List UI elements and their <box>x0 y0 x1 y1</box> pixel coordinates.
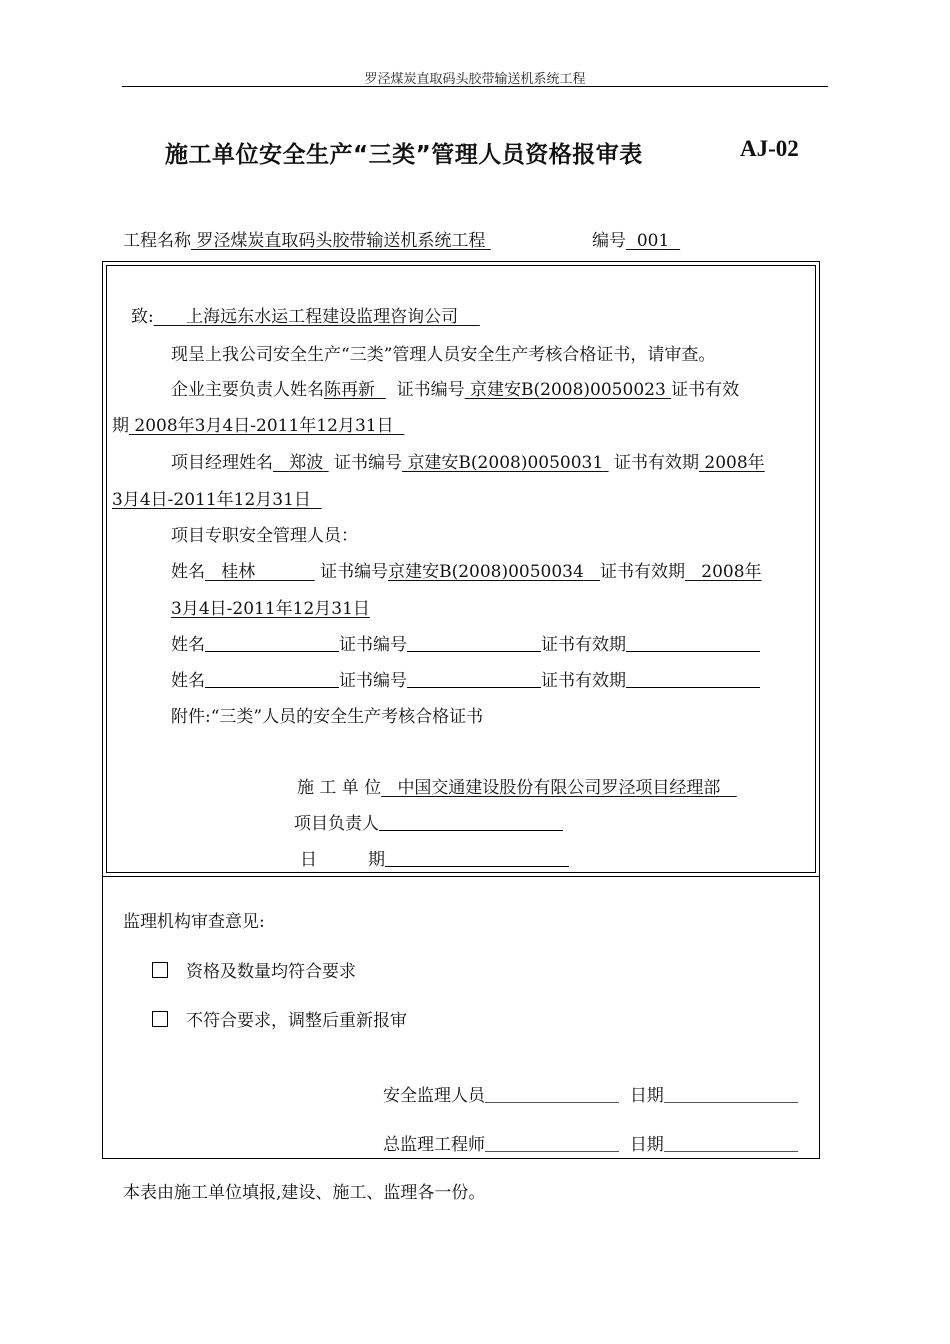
manager-valid-label: 证书有效期 <box>613 453 699 473</box>
manager-name: 郑波 <box>289 453 324 473</box>
principal-name: 陈再新 <box>324 380 375 400</box>
chief-engineer-label: 总监理工程师 <box>383 1135 485 1155</box>
blank-cert-field[interactable] <box>407 671 541 688</box>
attachment-note: 附件:“三类”人员的安全生产考核合格证书 <box>171 707 484 727</box>
staff-valid-b: 3月4日-2011年12月31日 <box>171 599 370 619</box>
unit-label: 施 工 单 位 <box>297 778 382 798</box>
checkbox-not-qualified[interactable] <box>152 1011 168 1027</box>
manager-cert-label: 证书编号 <box>334 453 403 473</box>
unit-value: 中国交通建设股份有限公司罗泾项目经理部 <box>397 778 721 798</box>
principal-valid: 2008年3月4日-2011年12月31日 <box>134 416 394 436</box>
manager-cert: 京建安B(2008)0050031 <box>407 453 604 473</box>
staff-valid-label: 证书有效期 <box>600 562 686 582</box>
principal-valid-row: 期 2008年3月4日-2011年12月31日 <box>112 411 404 436</box>
safety-supervisor-row <box>383 1081 798 1106</box>
staff-name: 桂林 <box>221 562 256 582</box>
manager-row <box>171 448 765 473</box>
staff-cert: 京建安B(2008)0050034 <box>388 562 584 582</box>
staff-valid-row <box>171 594 370 619</box>
staff-cert-label: 证书编号 <box>320 562 389 582</box>
date-label: 日 期 <box>300 850 385 870</box>
checkbox-qualified[interactable] <box>152 962 168 978</box>
safety-supervisor-date[interactable] <box>664 1088 798 1103</box>
safety-supervisor-label: 安全监理人员 <box>383 1086 485 1106</box>
blank-valid-field[interactable] <box>626 635 760 652</box>
unit-row <box>297 773 737 798</box>
blank-staff-row-1: 姓名 证书编号 证书有效期 <box>171 630 760 655</box>
header-rule <box>122 86 828 87</box>
staff-row <box>171 557 762 582</box>
chief-engineer-row <box>383 1130 798 1155</box>
to-value: 上海远东水运工程建设监理咨询公司 <box>186 307 459 327</box>
to-label: 致: <box>131 307 154 327</box>
running-header: 罗泾煤炭直取码头胶带输送机系统工程 <box>364 72 586 87</box>
project-number-row <box>592 226 680 251</box>
principal-cert: 京建安B(2008)0050023 <box>470 380 666 400</box>
blank-cert-field[interactable] <box>407 635 541 652</box>
leader-signature-field[interactable] <box>379 814 563 831</box>
option-qualified: 资格及数量均符合要求 <box>152 957 356 982</box>
blank-staff-row-2: 姓名 证书编号 证书有效期 <box>171 666 760 691</box>
principal-cert-label: 证书编号 <box>396 380 465 400</box>
principal-name-label: 企业主要负责人姓名 <box>171 380 324 400</box>
date-field[interactable] <box>385 850 569 867</box>
project-number-label: 编号 <box>592 231 626 251</box>
date-label: 日期 <box>629 1135 664 1155</box>
principal-valid-label: 证书有效 <box>671 380 740 400</box>
manager-valid-row <box>112 485 322 510</box>
to-row <box>131 302 480 327</box>
safety-staff-label: 项目专职安全管理人员： <box>171 526 358 546</box>
date-row <box>300 845 569 870</box>
review-title: 监理机构审查意见: <box>123 912 265 932</box>
review-section-divider <box>102 876 820 877</box>
staff-name-label: 姓名 <box>171 562 205 582</box>
blank-valid-field[interactable] <box>626 671 760 688</box>
project-name-label: 工程名称 <box>123 231 191 251</box>
project-name-value: 罗泾煤炭直取码头胶带输送机系统工程 <box>196 231 486 251</box>
leader-row <box>294 809 563 834</box>
blank-name-field[interactable] <box>205 635 339 652</box>
staff-valid-a: 2008年 <box>701 562 762 582</box>
safety-supervisor-signature[interactable] <box>485 1088 619 1103</box>
leader-label: 项目负责人 <box>294 814 379 834</box>
date-label: 日期 <box>629 1086 664 1106</box>
intro-text: 现呈上我公司安全生产“三类”管理人员安全生产考核合格证书，请审查。 <box>171 345 716 365</box>
project-name-row <box>123 226 491 251</box>
principal-row <box>171 375 739 400</box>
chief-engineer-signature[interactable] <box>485 1137 619 1152</box>
footer-note: 本表由施工单位填报,建设、施工、监理各一份。 <box>123 1183 486 1203</box>
form-code: AJ-02 <box>740 136 799 161</box>
form-title: 施工单位安全生产“三类”管理人员资格报审表 <box>165 142 643 168</box>
option-not-qualified: 不符合要求，调整后重新报审 <box>152 1006 407 1031</box>
project-number-value: 001 <box>636 231 670 251</box>
chief-engineer-date[interactable] <box>664 1137 798 1152</box>
manager-name-label: 项目经理姓名 <box>171 453 273 473</box>
manager-valid-b: 3月4日-2011年12月31日 <box>112 490 311 510</box>
blank-name-field[interactable] <box>205 671 339 688</box>
manager-valid-a: 2008年 <box>704 453 765 473</box>
